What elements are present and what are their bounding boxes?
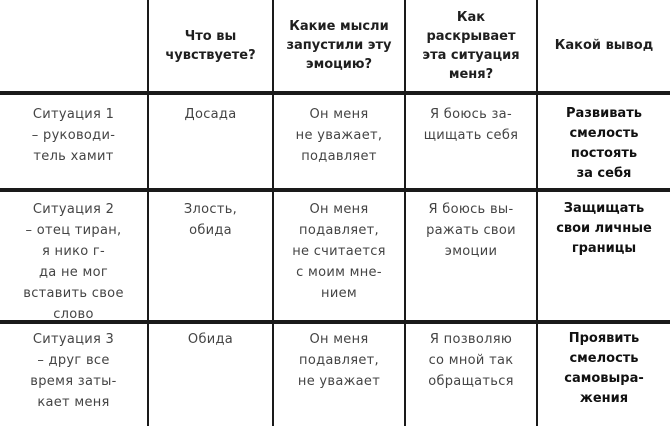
row3-reveal: Я позволяю со мной так обращаться — [428, 332, 514, 389]
row1-feeling: Досада — [184, 107, 237, 122]
header-thoughts: Какие мысли запустили эту эмоцию? — [286, 19, 392, 72]
row1-reveal: Я боюсь за- щищать себя — [423, 107, 519, 143]
row3-situation: Ситуация 3 – друг все время заты- кает меня — [30, 332, 117, 410]
row2-thought: Он меня подавляет, не считается с моим мне- нием — [292, 202, 386, 301]
row1-thought: Он меня не уважает, подавляет — [295, 107, 383, 164]
row-divider-1 — [0, 91, 670, 95]
row3-feeling: Обида — [187, 332, 234, 347]
row2-reveal: Я боюсь вы- ражать свои эмоции — [426, 202, 516, 259]
header-feeling: Что вы чувствуете? — [165, 28, 256, 63]
row2-conclusion: Защищать свои личные границы — [556, 201, 652, 256]
header-conclusion: Какой вывод — [554, 38, 654, 53]
header-reveal: Как раскрывает эта ситуация меня? — [422, 9, 520, 82]
row2-situation: Ситуация 2 – отец тиран, я нико г- да не мог вставить свое слово — [23, 202, 124, 322]
row3-thought: Он меня подавляет, не уважает — [297, 332, 381, 389]
row2-feeling: Злость, обида — [183, 202, 238, 238]
row1-conclusion: Развивать смелость постоять за себя — [566, 106, 642, 181]
row3-conclusion: Проявить смелость самовыра- жения — [564, 331, 644, 406]
row-divider-2 — [0, 188, 670, 192]
row1-situation: Ситуация 1 – руководи- тель хамит — [31, 107, 116, 164]
